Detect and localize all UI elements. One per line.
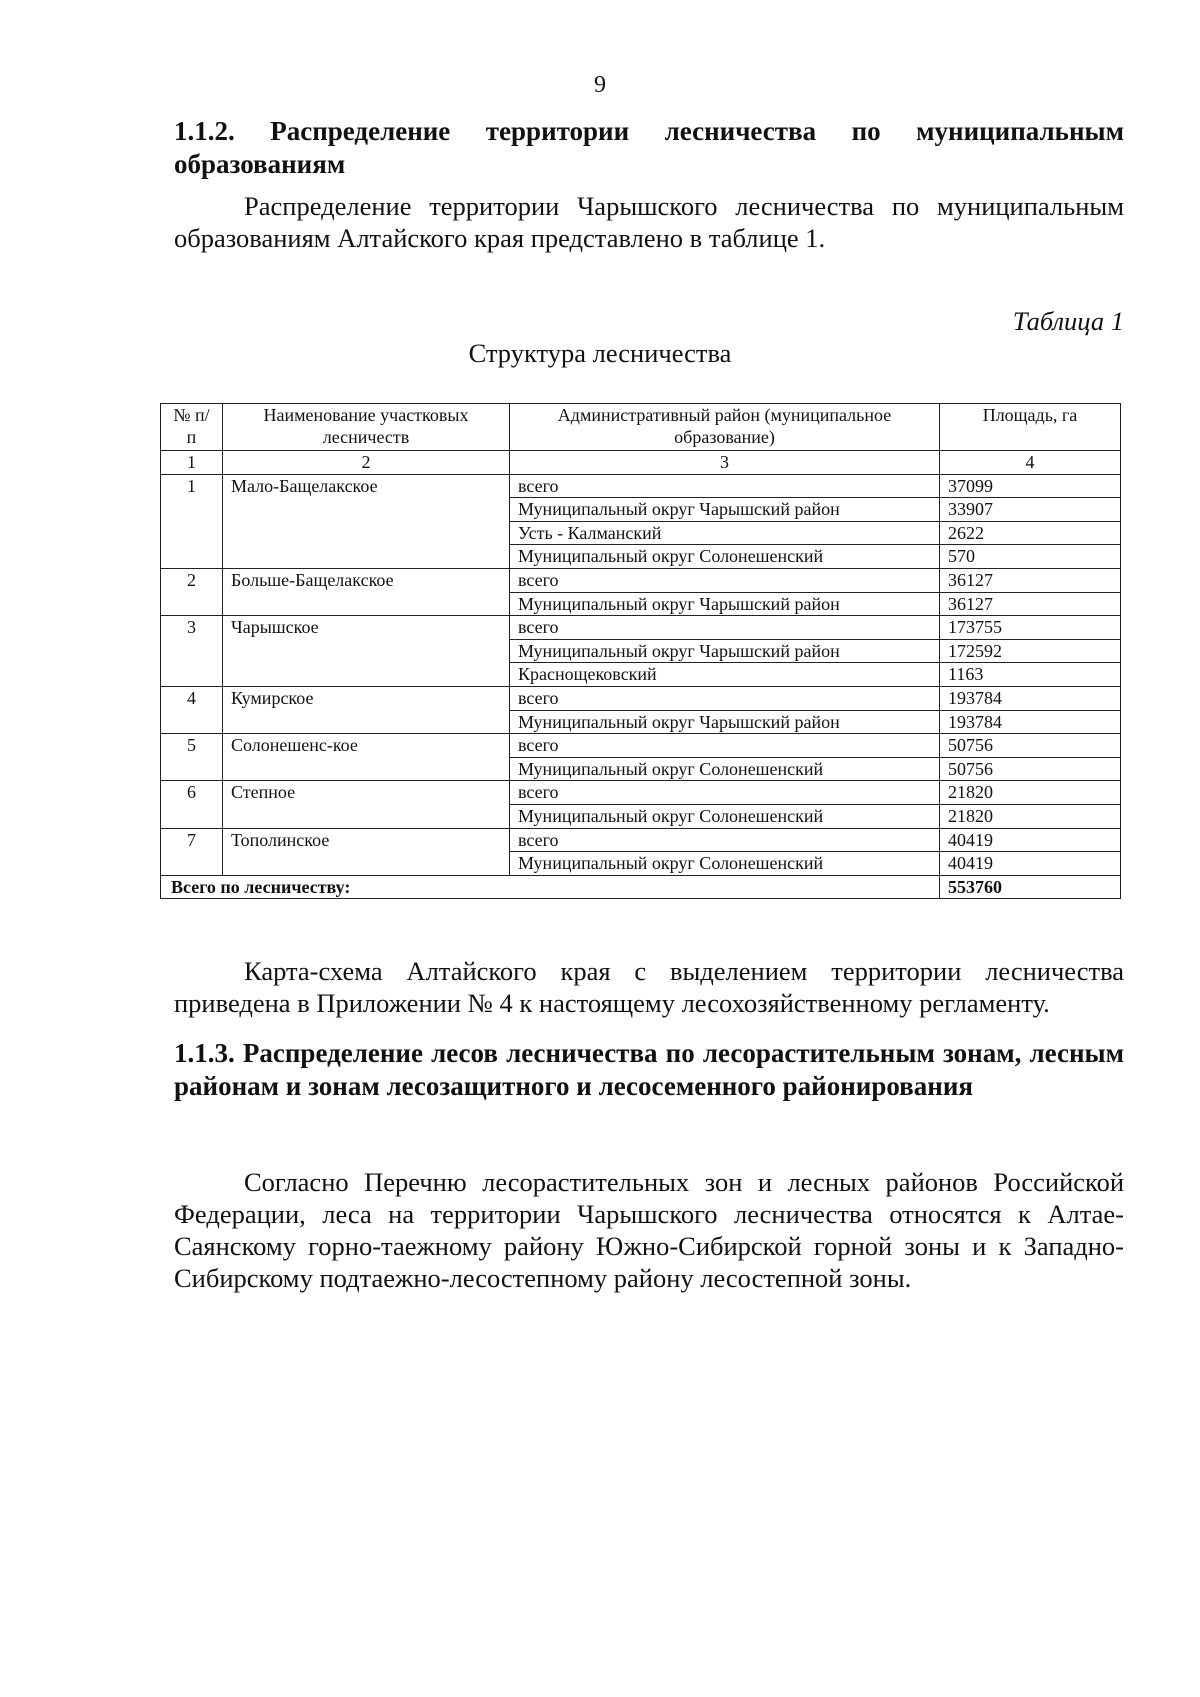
forestry-name: Больше-Бащелакское	[223, 568, 510, 615]
district-cell: всего	[510, 781, 940, 805]
district-cell: всего	[510, 568, 940, 592]
district-cell: всего	[510, 686, 940, 710]
forestry-name: Чарышское	[223, 616, 510, 687]
map-paragraph: Карта-схема Алтайского края с выделением территории лесничества приведена в Приложении № 4 к настоящему лесохозяйственному регламенту.	[174, 956, 1124, 1018]
row-index: 7	[161, 828, 223, 875]
row-index: 3	[161, 616, 223, 687]
area-cell: 36127	[940, 592, 1121, 616]
area-cell: 21820	[940, 781, 1121, 805]
area-cell: 33907	[940, 498, 1121, 522]
header-district: Административный район (муниципальное образование)	[510, 404, 940, 451]
header-area: Площадь, га	[940, 404, 1121, 451]
area-cell: 50756	[940, 757, 1121, 781]
district-cell: всего	[510, 734, 940, 758]
district-cell: Муниципальный округ Чарышский район	[510, 639, 940, 663]
forestry-structure-table	[160, 403, 1121, 899]
table-row	[161, 734, 1121, 758]
table-row	[161, 686, 1121, 710]
district-cell: Муниципальный округ Чарышский район	[510, 710, 940, 734]
district-cell: Муниципальный округ Чарышский район	[510, 498, 940, 522]
area-cell: 37099	[940, 474, 1121, 498]
area-cell: 40419	[940, 852, 1121, 876]
district-cell: всего	[510, 474, 940, 498]
district-cell: Муниципальный округ Солонешенский	[510, 804, 940, 828]
total-label: Всего по лесничеству:	[161, 875, 940, 899]
area-cell: 1163	[940, 663, 1121, 687]
district-cell: всего	[510, 828, 940, 852]
district-cell: Муниципальный округ Солонешенский	[510, 545, 940, 569]
forestry-name: Солонешенс-кое	[223, 734, 510, 781]
district-cell: Муниципальный округ Чарышский район	[510, 592, 940, 616]
district-cell: Муниципальный округ Солонешенский	[510, 757, 940, 781]
area-cell: 570	[940, 545, 1121, 569]
column-number: 3	[510, 451, 940, 475]
district-cell: Краснощековский	[510, 663, 940, 687]
section-paragraph-1-1-3: Согласно Перечню лесорастительных зон и лесных районов Российской Федерации, леса на территории Чарышского лесничества относятся к Алтае-Саянскому горно-таежному району Южно-Сибирской горной зоны и к Западно-Сибирскому подтаежно-лесостепному району лесостепной зоны.	[174, 1167, 1124, 1293]
row-index: 5	[161, 734, 223, 781]
area-cell: 50756	[940, 734, 1121, 758]
forestry-name: Тополинское	[223, 828, 510, 875]
column-number: 4	[940, 451, 1121, 475]
table-row	[161, 568, 1121, 592]
table-row	[161, 616, 1121, 640]
forestry-name: Мало-Бащелакское	[223, 474, 510, 568]
table-total-row	[161, 875, 1121, 899]
page-number: 9	[594, 72, 606, 98]
table-row	[161, 828, 1121, 852]
area-cell: 193784	[940, 686, 1121, 710]
column-number-row	[161, 451, 1121, 475]
row-index: 1	[161, 474, 223, 568]
forestry-name: Степное	[223, 781, 510, 828]
header-index: № п/п	[161, 404, 223, 451]
area-cell: 173755	[940, 616, 1121, 640]
table-title: Структура лесничества	[468, 338, 732, 368]
row-index: 2	[161, 568, 223, 615]
row-index: 6	[161, 781, 223, 828]
table-header-row	[161, 404, 1121, 451]
table-label: Таблица 1	[1012, 306, 1124, 336]
section-paragraph-1-1-2: Распределение территории Чарышского лесничества по муниципальным образованиям Алтайского края представлено в таблице 1.	[174, 191, 1124, 253]
district-cell: Усть - Калманский	[510, 521, 940, 545]
area-cell: 172592	[940, 639, 1121, 663]
column-number: 1	[161, 451, 223, 475]
table-row	[161, 474, 1121, 498]
area-cell: 2622	[940, 521, 1121, 545]
column-number: 2	[223, 451, 510, 475]
area-cell: 40419	[940, 828, 1121, 852]
section-heading-1-1-2: 1.1.2. Распределение территории лесничества по муниципальным образованиям	[174, 116, 1124, 179]
area-cell: 21820	[940, 804, 1121, 828]
forestry-name: Кумирское	[223, 686, 510, 733]
total-value: 553760	[940, 875, 1121, 899]
table-row	[161, 781, 1121, 805]
section-heading-1-1-3: 1.1.3. Распределение лесов лесничества по лесорастительным зонам, лесным районам и зонам лесозащитного и лесосеменного районирования	[174, 1038, 1124, 1101]
district-cell: всего	[510, 616, 940, 640]
row-index: 4	[161, 686, 223, 733]
area-cell: 36127	[940, 568, 1121, 592]
district-cell: Муниципальный округ Солонешенский	[510, 852, 940, 876]
area-cell: 193784	[940, 710, 1121, 734]
header-forestry-name: Наименование участковых лесничеств	[223, 404, 510, 451]
